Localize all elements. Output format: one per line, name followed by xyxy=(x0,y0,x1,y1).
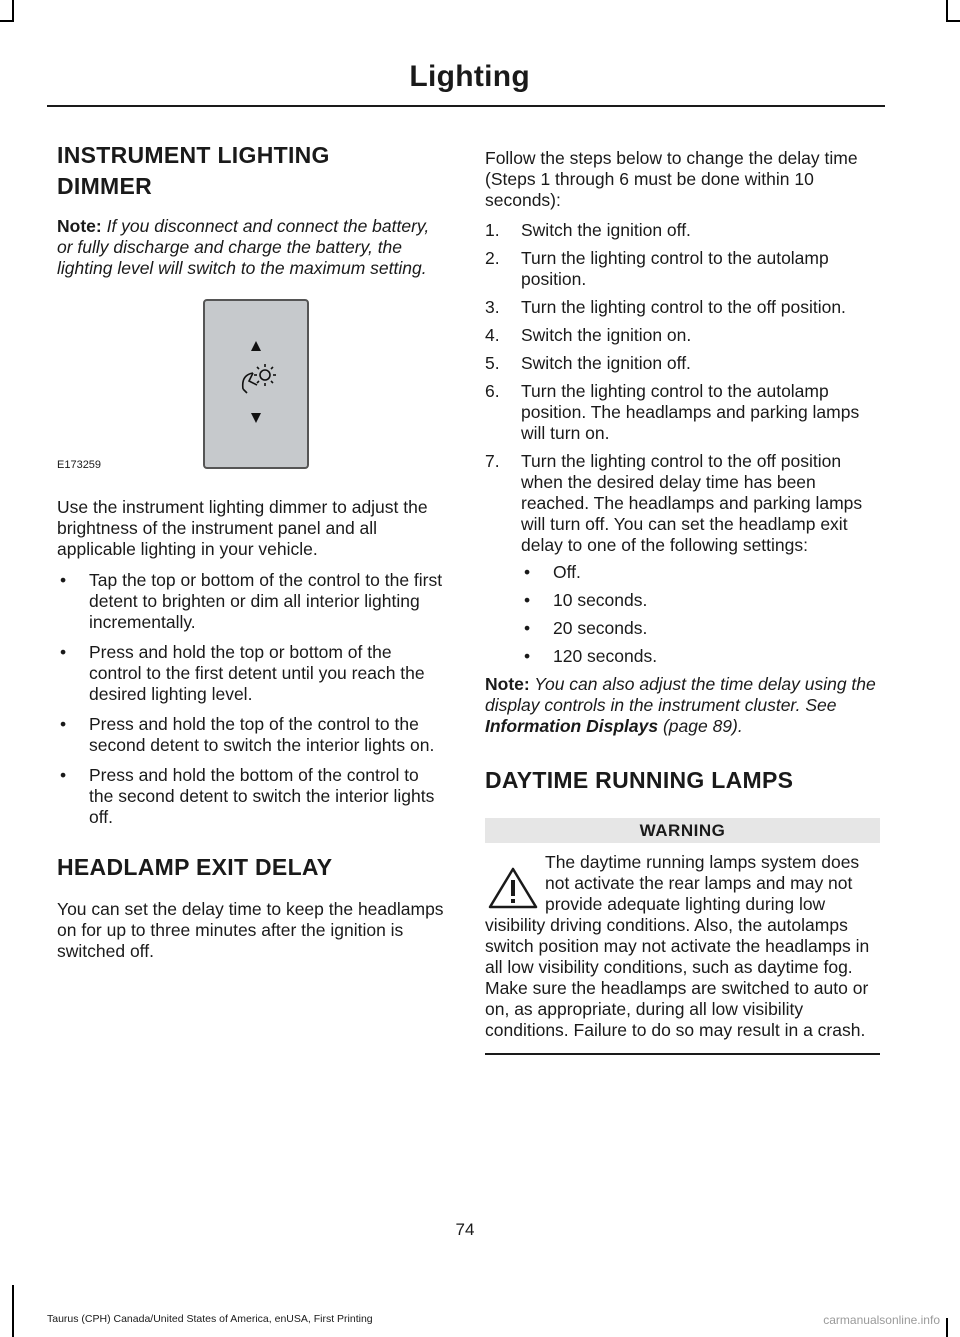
bullet-dot: • xyxy=(60,714,67,735)
step-number: 1. xyxy=(485,220,500,240)
heading-line: DIMMER xyxy=(57,173,153,200)
note-text: (page 89). xyxy=(658,716,743,736)
step-text: Turn the lighting control to the autolamp position. The headlamps and parking lamps will turn on. xyxy=(521,381,860,443)
step-text: Turn the lighting control to the off position. xyxy=(521,297,846,317)
list-item xyxy=(485,220,880,241)
warning-box xyxy=(485,818,880,1055)
crop-mark xyxy=(12,0,14,22)
step-number: 5. xyxy=(485,353,500,373)
step-number: 4. xyxy=(485,325,500,345)
list-item xyxy=(485,297,880,318)
publication-info: Taurus (CPH) Canada/United States of America, enUSA, First Printing xyxy=(47,1313,373,1325)
bullet-dot: • xyxy=(524,590,531,610)
list-item-text: Press and hold the top or bottom of the control to the first detent until you reach the desired lighting level. xyxy=(89,642,425,705)
bullet-dot: • xyxy=(524,646,531,666)
list-item-text: Press and hold the bottom of the control to the second detent to switch the interior lights off. xyxy=(89,765,435,828)
step-text: Turn the lighting control to the autolamp position. xyxy=(521,248,829,289)
list-item xyxy=(485,353,880,374)
list-item xyxy=(521,590,880,611)
step-text: Switch the ignition off. xyxy=(521,220,691,240)
right-column xyxy=(485,148,880,1055)
bullet-dot: • xyxy=(60,570,67,591)
heading-line: INSTRUMENT LIGHTING xyxy=(57,142,330,168)
delay-settings-list xyxy=(521,562,880,667)
list-item xyxy=(485,248,880,290)
warning-rule xyxy=(485,1053,880,1055)
setting-text: 20 seconds. xyxy=(553,618,648,638)
figure-code: E173259 xyxy=(57,459,102,472)
note-label: Note: xyxy=(57,216,102,237)
warning-text: The daytime running lamps system does not activate the rear lamps and may not provide adequate lighting during low visibility driving conditions. Also, the autolamps switch position may not activate the headlamps in all low visibility conditions, such as daytime fog. Make sure the headlamps are switched to auto or on, as appropriate, during all low visibility conditions. Failure to do so may result in a crash. xyxy=(485,852,870,1041)
setting-text: 10 seconds. xyxy=(553,590,648,610)
watermark: carmanualsonline.info xyxy=(823,1313,940,1327)
bullet-dot: • xyxy=(60,642,67,663)
dimmer-figure xyxy=(57,299,307,479)
page-number: 74 xyxy=(455,1220,475,1239)
header-rule xyxy=(47,105,885,107)
note-text: If you disconnect and connect the battery, or fully discharge and charge the battery, the lighting level will switch to the maximum setting. xyxy=(57,216,430,279)
left-column xyxy=(57,140,447,962)
list-item-text: Tap the top or bottom of the control to the first detent to brighten or dim all interior lighting incrementally. xyxy=(89,570,443,633)
setting-text: 120 seconds. xyxy=(553,646,658,666)
step-number: 7. xyxy=(485,451,500,471)
list-item xyxy=(485,325,880,346)
page-reference-link[interactable]: Information Displays xyxy=(485,716,659,736)
setting-text: Off. xyxy=(553,562,581,582)
dimmer-switch-illustration xyxy=(203,299,309,469)
bullet-dot: • xyxy=(524,562,531,582)
heading-headlamp-exit-delay: HEADLAMP EXIT DELAY xyxy=(57,854,333,881)
section-title: Lighting xyxy=(409,60,530,93)
list-item xyxy=(521,618,880,639)
step-text: Turn the lighting control to the off position when the desired delay time has been reached. The headlamps and parking lamps will turn off. You can set the headlamp exit delay to one of the following settings: xyxy=(521,451,863,555)
bullet-dot: • xyxy=(60,765,67,786)
dimmer-bullet-list xyxy=(57,570,447,828)
step-number: 6. xyxy=(485,381,500,401)
warning-body xyxy=(485,852,880,1041)
dimmer-note xyxy=(57,216,447,279)
crop-mark xyxy=(946,1318,948,1337)
crop-mark xyxy=(946,0,948,22)
note-text: You can also adjust the time delay using the display controls in the instrument cluster. See xyxy=(485,674,876,715)
list-item-text: Press and hold the top of the control to the second detent to switch the interior lights on. xyxy=(89,714,435,756)
list-item xyxy=(521,646,880,667)
list-item xyxy=(57,765,447,828)
dimmer-switch-icon xyxy=(205,301,307,467)
headlamp-text: You can set the delay time to keep the headlamps on for up to three minutes after the ignition is switched off. xyxy=(57,899,444,962)
delay-steps-list xyxy=(485,220,880,667)
list-item xyxy=(485,451,880,667)
step-text: Switch the ignition on. xyxy=(521,325,692,345)
step-number: 3. xyxy=(485,297,500,317)
list-item xyxy=(485,381,880,444)
heading-instrument-lighting xyxy=(57,140,447,202)
crop-mark xyxy=(12,1285,14,1337)
list-item xyxy=(521,562,880,583)
list-item xyxy=(57,570,447,633)
note-label: Note: xyxy=(485,674,530,694)
dimmer-intro: Use the instrument lighting dimmer to adjust the brightness of the instrument panel and all applicable lighting in your vehicle. xyxy=(57,497,428,560)
step-number: 2. xyxy=(485,248,500,268)
bullet-dot: • xyxy=(524,618,531,638)
heading-daytime-running-lamps: DAYTIME RUNNING LAMPS xyxy=(485,767,794,793)
step-text: Switch the ignition off. xyxy=(521,353,691,373)
delay-intro: Follow the steps below to change the delay time (Steps 1 through 6 must be done within 10 seconds): xyxy=(485,148,858,210)
delay-note xyxy=(485,674,880,737)
warning-triangle-icon xyxy=(487,866,539,910)
crop-mark xyxy=(946,20,960,22)
crop-mark xyxy=(0,20,14,22)
list-item xyxy=(57,714,447,756)
list-item xyxy=(57,642,447,705)
warning-title: WARNING xyxy=(485,818,880,843)
